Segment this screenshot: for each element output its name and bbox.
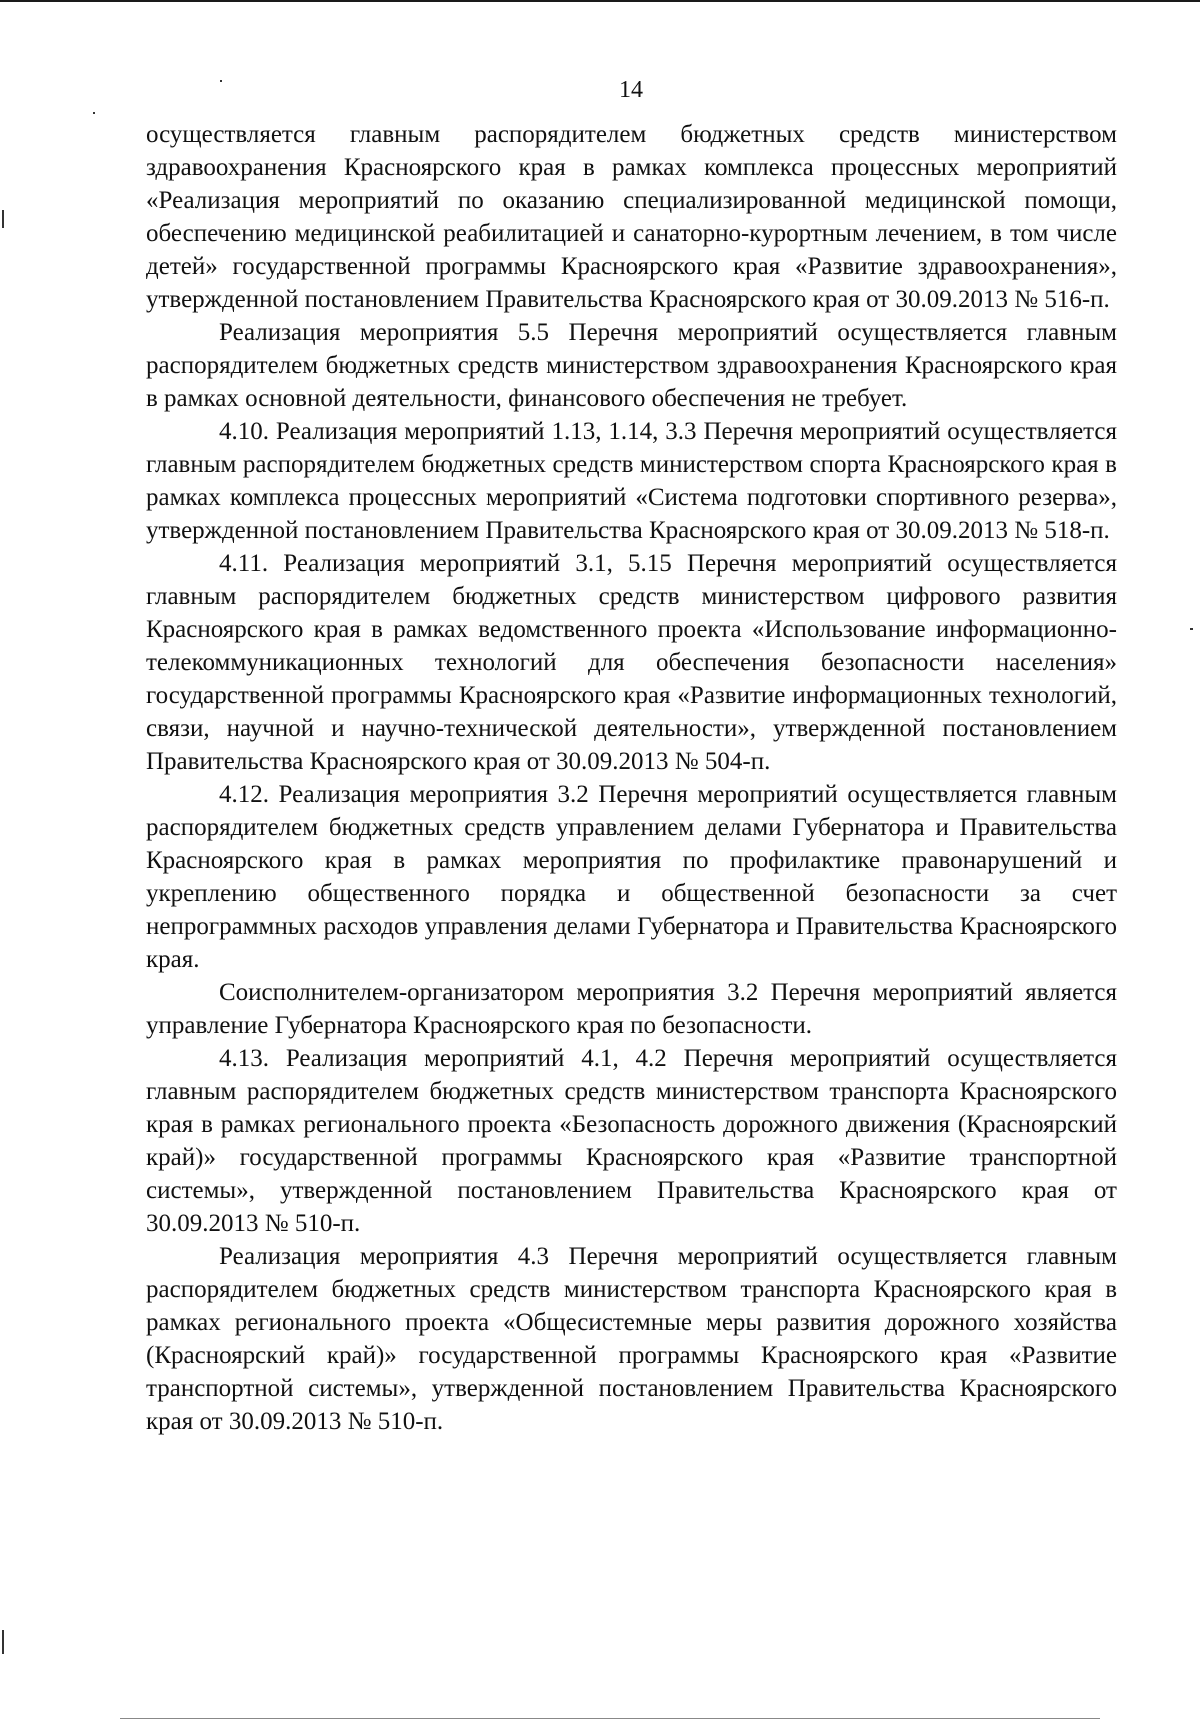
scan-speck bbox=[220, 80, 222, 82]
scan-edge-bottom bbox=[120, 1718, 1100, 1719]
paragraph-4-10: 4.10. Реализация мероприятий 1.13, 1.14, 3.3 Перечня мероприятий осуществляется главным распорядителем бюджетных средств министерством спорта Красноярского края в рамках комплекса процессных мероприятий «Система подготовки спортивного резерва», утвержденной постановлением Правительства Красноярского края от 30.09.2013 № 518-п. bbox=[146, 418, 1117, 544]
paragraph-4-3: Реализация мероприятия 4.3 Перечня мероприятий осуществляется главным распорядителем бюджетных средств министерством транспорта Красноярского края в рамках регионального проекта «Общесистемные меры развития дорожного хозяйства (Красноярский край)» государственной программы Красноярского края «Развитие транспортной системы», утвержденной постановлением Правительства Красноярского края от 30.09.2013 № 510-п. bbox=[146, 1243, 1117, 1435]
page-number: 14 bbox=[619, 77, 643, 103]
scan-edge-top bbox=[0, 0, 1200, 2]
scan-speck bbox=[1190, 628, 1193, 630]
paragraph-co-executor: Соисполнителем-организатором мероприятия 3.2 Перечня мероприятий является управление Губернатора Красноярского края по безопасности. bbox=[146, 979, 1117, 1039]
paragraph-4-13: 4.13. Реализация мероприятий 4.1, 4.2 Перечня мероприятий осуществляется главным распорядителем бюджетных средств министерством транспорта Красноярского края в рамках регионального проекта «Безопасность дорожного движения (Красноярский край)» государственной программы Красноярского края «Развитие транспортной системы», утвержденной постановлением Правительства Красноярского края от 30.09.2013 № 510-п. bbox=[146, 1045, 1117, 1237]
scan-speck bbox=[2, 1630, 4, 1654]
scan-speck bbox=[93, 112, 95, 114]
document-body bbox=[146, 118, 1117, 1438]
scan-speck bbox=[2, 210, 4, 228]
paragraph-4-12: 4.12. Реализация мероприятия 3.2 Перечня мероприятий осуществляется главным распорядителем бюджетных средств управлением делами Губернатора и Правительства Красноярского края в рамках мероприятия по профилактике правонарушений и укреплению общественного порядка и общественной безопасности за счет непрограммных расходов управления делами Губернатора и Правительства Красноярского края. bbox=[146, 781, 1117, 973]
paragraph-continuation: осуществляется главным распорядителем бюджетных средств министерством здравоохранения Красноярского края в рамках комплекса процессных мероприятий «Реализация мероприятий по оказанию специализированной медицинской помощи, обеспечению медицинской реабилитацией и санаторно-курортным лечением, в том числе детей» государственной программы Красноярского края «Развитие здравоохранения», утвержденной постановлением Правительства Красноярского края от 30.09.2013 № 516-п. bbox=[146, 121, 1117, 313]
paragraph-4-11: 4.11. Реализация мероприятий 3.1, 5.15 Перечня мероприятий осуществляется главным распорядителем бюджетных средств министерством цифрового развития Красноярского края в рамках ведомственного проекта «Использование информационно-телекоммуникационных технологий для обеспечения безопасности населения» государственной программы Красноярского края «Развитие информационных технологий, связи, научной и научно-технической деятельности», утвержденной постановлением Правительства Красноярского края от 30.09.2013 № 504-п. bbox=[146, 550, 1117, 775]
paragraph-5-5: Реализация мероприятия 5.5 Перечня мероприятий осуществляется главным распорядителем бюджетных средств министерством здравоохранения Красноярского края в рамках основной деятельности, финансового обеспечения не требует. bbox=[146, 319, 1117, 412]
